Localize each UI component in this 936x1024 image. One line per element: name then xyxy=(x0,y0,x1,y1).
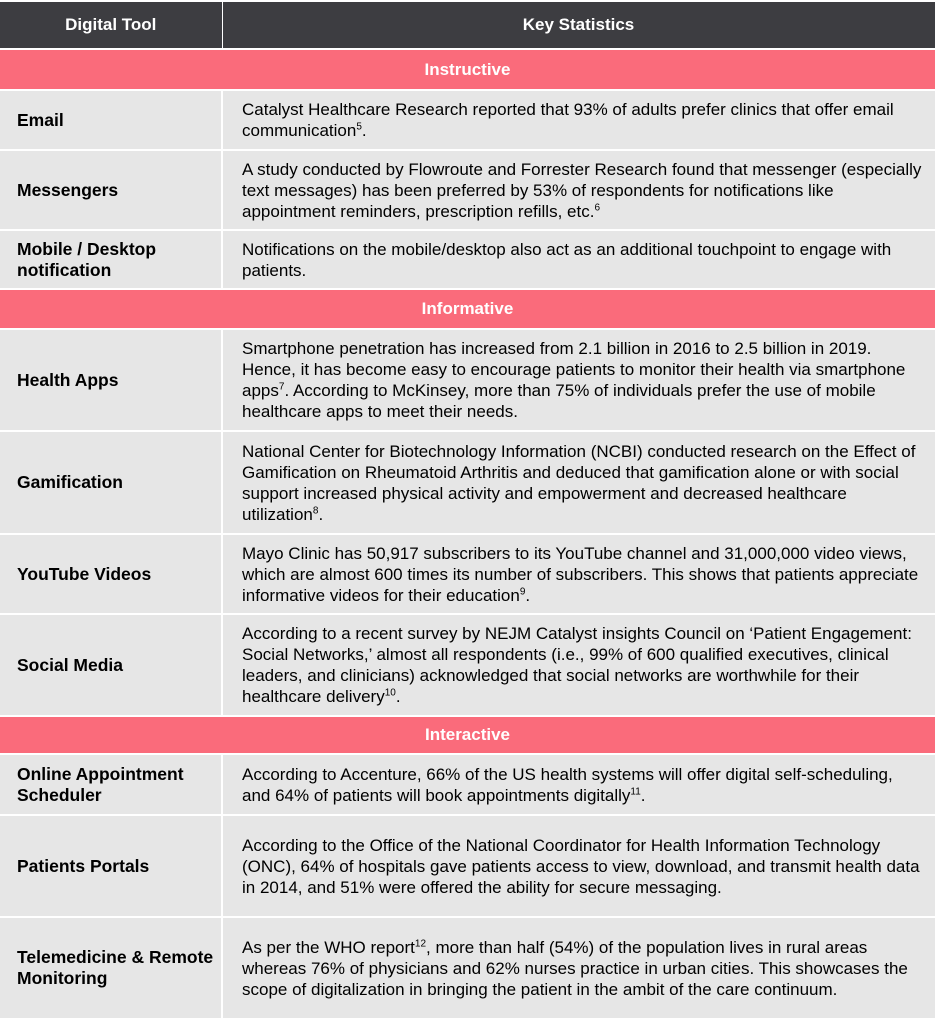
stat-text: National Center for Biotechnology Information (NCBI) conducted research on the Effect of Gamification on Rheumatoid Arthritis and deduced that gamification alone or with social support increased physical activity and empowerment and decreased healthcare utilization$^8$. xyxy=(222,431,935,534)
table-row xyxy=(0,230,935,289)
section-row-instructive xyxy=(0,49,935,90)
digital-tools-table xyxy=(0,2,936,1020)
footnote-ref: 10 xyxy=(384,687,396,699)
stat-text: According to Accenture, 66% of the US health systems will offer digital self-scheduling, and 64% of patients will book appointments digitally$^{11}$. xyxy=(222,754,935,815)
table-row xyxy=(0,614,935,716)
tool-name: Gamification xyxy=(0,431,222,534)
tool-name: Health Apps xyxy=(0,329,222,431)
stat-text: Catalyst Healthcare Research reported that 93% of adults prefer clinics that offer email communication$^5$. xyxy=(222,90,935,150)
table-row xyxy=(0,815,935,917)
table-row xyxy=(0,329,935,431)
stat-text: Mayo Clinic has 50,917 subscribers to its YouTube channel and 31,000,000 video views, which are almost 600 times its number of subscribers. This shows that patients appreciate informative videos for their education$^9$. xyxy=(222,534,935,614)
section-title: Instructive xyxy=(0,49,935,90)
table-row xyxy=(0,917,935,1019)
section-row-informative xyxy=(0,289,935,329)
stat-text: As per the WHO report$^{12}$, more than half (54%) of the population lives in rural areas whereas 76% of physicians and 62% nurses practice in urban cities. This showcases the scope of digitalization in bringing the patient in the ambit of the care continuum. xyxy=(222,917,935,1019)
footnote-ref: 9 xyxy=(519,585,526,597)
stat-text: A study conducted by Flowroute and Forrester Research found that messenger (especially text messages) has been preferred by 53% of respondents for notifications like appointment reminders, prescription refills, etc.$^6$ xyxy=(222,150,935,230)
table-row xyxy=(0,534,935,614)
footnote-ref: 12 xyxy=(414,937,427,949)
footnote-ref: 6 xyxy=(594,201,600,213)
table-row xyxy=(0,90,935,150)
tool-name: YouTube Videos xyxy=(0,534,222,614)
table-row xyxy=(0,431,935,534)
section-title: Interactive xyxy=(0,716,935,754)
section-title: Informative xyxy=(0,289,935,329)
tool-name: Mobile / Desktop notification xyxy=(0,230,222,289)
stat-text: Notifications on the mobile/desktop also act as an additional touchpoint to engage with patients. xyxy=(222,230,935,289)
tool-name: Online Appointment Scheduler xyxy=(0,754,222,815)
tool-name: Patients Portals xyxy=(0,815,222,917)
tool-name: Messengers xyxy=(0,150,222,230)
footnote-ref: 8 xyxy=(312,504,319,516)
footnote-ref: 5 xyxy=(356,121,362,133)
table-header-row xyxy=(0,2,935,49)
table-row xyxy=(0,754,935,815)
tool-name: Telemedicine & Remote Monitoring xyxy=(0,917,222,1019)
section-row-interactive xyxy=(0,716,935,754)
footnote-ref: 11 xyxy=(630,785,641,797)
header-key-statistics: Key Statistics xyxy=(222,2,935,49)
tool-name: Social Media xyxy=(0,614,222,716)
footnote-ref: 7 xyxy=(278,381,285,393)
tool-name: Email xyxy=(0,90,222,150)
table-row xyxy=(0,150,935,230)
stat-text: Smartphone penetration has increased from 2.1 billion in 2016 to 2.5 billion in 2019. Hence, it has become easy to encourage patients to monitor their health via smartphone apps$^7$. According to McKinsey, more than 75% of individuals prefer the use of mobile healthcare apps to meet their needs. xyxy=(222,329,935,431)
stat-text: According to a recent survey by NEJM Catalyst insights Council on ‘Patient Engagement: Social Networks,’ almost all respondents (i.e., 99% of 600 qualified executives, clinical leaders, and clinicians) acknowledged that social networks are worthwhile for their healthcare delivery$^{10}$. xyxy=(222,614,935,716)
stat-text: According to the Office of the National Coordinator for Health Information Technology (ONC), 64% of hospitals gave patients access to view, download, and transmit health data in 2014, and 51% were offered the ability for secure messaging. xyxy=(222,815,935,917)
header-digital-tool: Digital Tool xyxy=(0,2,222,49)
